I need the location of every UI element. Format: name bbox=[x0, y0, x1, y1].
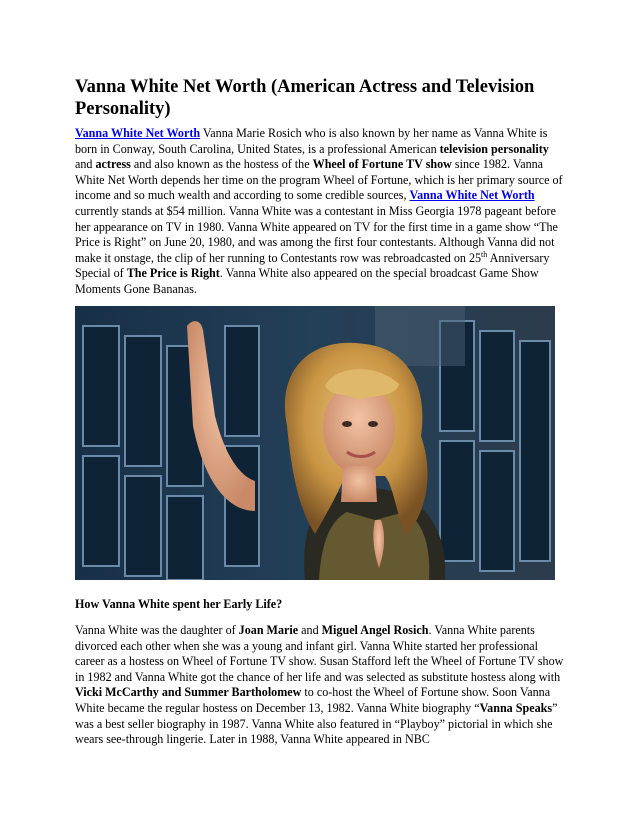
early-bold-1: Joan Marie bbox=[238, 623, 299, 637]
early-text-1: Vanna White was the daughter of bbox=[75, 623, 239, 637]
intro-text-5: currently stands at $54 million. Vanna White was a contestant in Miss Georgia 1978 pageant before her appearance on TV in 1980. Vanna White appeared on TV for the first time in a game show “The Price is Right” on June 20, 1980, and was among the first four contestants. Although Vanna did not make it onstage, the clip of her running to Contestants row was rebroadcasted on 25 bbox=[75, 203, 558, 265]
net-worth-link[interactable]: Vanna White Net Worth bbox=[75, 126, 201, 140]
vanna-white-photo bbox=[75, 306, 555, 580]
article-title: Vanna White Net Worth (American Actress and Television Personality) bbox=[75, 77, 535, 119]
intro-bold-1: television personality bbox=[439, 141, 549, 156]
intro-text-3: and also known as the hostess of the bbox=[130, 157, 313, 172]
intro-bold-3: Wheel of Fortune TV show bbox=[312, 157, 452, 172]
early-text-5: ” was a best seller biography in 1987. Vanna White also featured in “Playboy” pictorial in which she wears see-through lingerie. Later in 1988, Vanna White appeared in NBC bbox=[75, 700, 558, 747]
section-heading: How Vanna White spent her Early Life? bbox=[75, 597, 283, 611]
early-text-2: and bbox=[298, 623, 322, 637]
intro-text-7: . Vanna White also appeared on the special broadcast Game Show Moments Gone Bananas. bbox=[75, 266, 539, 296]
net-worth-link-2[interactable]: Vanna White Net Worth bbox=[409, 188, 535, 203]
early-life-paragraph bbox=[75, 623, 565, 748]
intro-text-6: Anniversary Special of bbox=[75, 250, 550, 281]
ordinal-superscript: th bbox=[481, 249, 488, 259]
intro-text-1: Vanna Marie Rosich who is also known by her name as Vanna White is born in Conway, South Carolina, United States, is a professional American bbox=[75, 126, 548, 156]
early-text-4: to co-host the Wheel of Fortune show. Soon Vanna White became the regular hostess on December 13, 1982. Vanna White biography “ bbox=[75, 685, 551, 715]
early-bold-4: Vanna Speaks bbox=[479, 700, 553, 715]
intro-bold-4: The Price is Right bbox=[126, 266, 220, 281]
intro-text-4: since 1982. Vanna White Net Worth depends her time on the program Wheel of Fortune, which is her primary source of income and so much wealth and according to some credible sources, bbox=[75, 157, 563, 203]
intro-text-2: and bbox=[75, 157, 96, 172]
early-text-3: . Vanna White parents divorced each other when she was a young and infant girl. Vanna White started her professional career as a hostess on Wheel of Fortune TV show. Susan Stafford left the Wheel of Fortune TV show in 1982 and Vanna White got the chance of her life and was selected as substitute hostess along with bbox=[75, 623, 564, 684]
article-body bbox=[75, 76, 565, 298]
early-bold-3: Vicki McCarthy and Summer Bartholomew bbox=[75, 685, 302, 700]
early-bold-2: Miguel Angel Rosich bbox=[321, 623, 429, 637]
intro-paragraph bbox=[75, 126, 565, 298]
intro-bold-2: actress bbox=[95, 157, 131, 172]
